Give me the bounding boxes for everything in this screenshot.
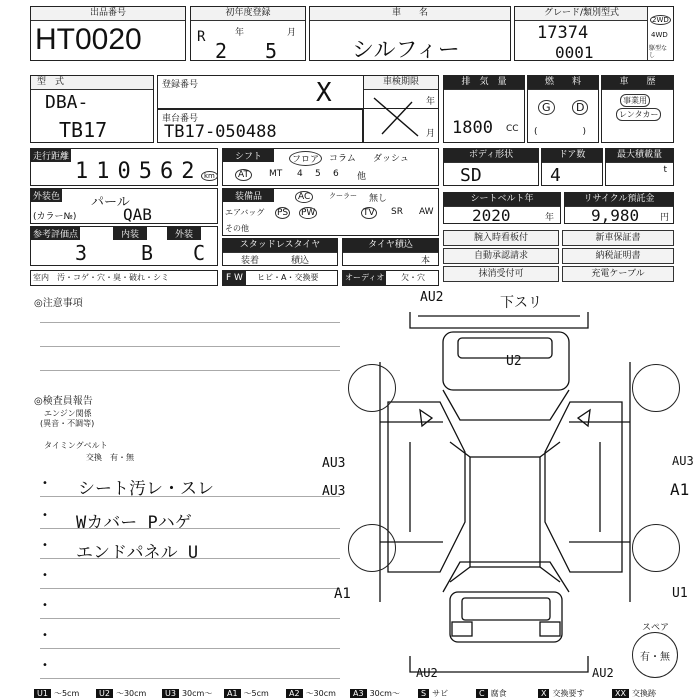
shift-6: 6 bbox=[333, 169, 339, 179]
model-line2: TB17 bbox=[59, 118, 108, 142]
month-unit: 月 bbox=[287, 28, 297, 38]
legend-a2: A2 〜30cm bbox=[286, 688, 336, 700]
equip-pw: PW bbox=[301, 208, 316, 218]
recycle-label: リサイクル預託金 bbox=[565, 193, 673, 207]
belt-unit: 年 bbox=[544, 213, 554, 223]
bullet: • bbox=[42, 510, 48, 521]
fuel-d: D bbox=[572, 100, 588, 115]
damage-mark-a1-left: A1 bbox=[334, 586, 351, 602]
shift-dash: ダッシュ bbox=[373, 154, 409, 164]
fw-label: F W bbox=[223, 271, 246, 285]
damage-mark-au3-right: AU3 bbox=[672, 454, 694, 468]
check-cancel: 抹消受付可 bbox=[443, 266, 559, 282]
chassis-value: TB17-050488 bbox=[164, 122, 277, 142]
interior-damage-text: 室内 汚・コゲ・穴・臭・破れ・シミ bbox=[33, 273, 169, 282]
grade-line1: 17374 bbox=[537, 23, 589, 43]
tire-box bbox=[342, 238, 439, 266]
model-line1: DBA- bbox=[45, 92, 89, 113]
tire-label: タイヤ積込 bbox=[343, 239, 438, 253]
equipment-box bbox=[222, 188, 439, 236]
studless-label: スタッドレスタイヤ bbox=[223, 239, 337, 253]
audio-box bbox=[342, 270, 439, 286]
body-value: SD bbox=[460, 165, 482, 186]
check-warranty: 新車保証書 bbox=[562, 230, 674, 246]
remark-line bbox=[40, 618, 340, 619]
equip-sr: SR bbox=[391, 207, 403, 217]
inspection-label: 車検期限 bbox=[364, 76, 438, 90]
studless-box bbox=[222, 238, 338, 266]
legend-c: C 腐食 bbox=[476, 688, 507, 700]
doors-box bbox=[541, 148, 603, 186]
history-label: 車 歴 bbox=[602, 76, 673, 90]
equip-other: その他 bbox=[225, 224, 249, 233]
bullet: • bbox=[42, 540, 48, 551]
fuel-label: 燃 料 bbox=[528, 76, 598, 90]
car-diagram bbox=[340, 292, 680, 682]
registration-label: 登録番号 bbox=[162, 80, 199, 90]
capacity-unit: t bbox=[663, 165, 667, 175]
remark-1: シート汚レ・スレ bbox=[78, 479, 214, 499]
first-registration-era: R bbox=[197, 29, 206, 45]
first-registration-year: 2 bbox=[215, 39, 228, 63]
score-box bbox=[30, 226, 218, 266]
mileage-unit: km bbox=[201, 171, 218, 181]
doors-label: ドア数 bbox=[542, 149, 602, 163]
interior-label: 内装 bbox=[113, 227, 147, 240]
interior-value: B bbox=[141, 241, 154, 265]
displacement-value: 1800 bbox=[452, 118, 493, 138]
body-box bbox=[443, 148, 539, 186]
displacement-box bbox=[443, 75, 525, 143]
history-rental: レンタカー bbox=[616, 108, 661, 121]
lot-number-value: HT0020 bbox=[35, 23, 142, 56]
remark-2: Wカバー Pハゲ bbox=[76, 513, 192, 533]
belt-value: 2020 bbox=[472, 206, 511, 225]
equip-cooler: クーラー bbox=[329, 192, 357, 200]
lot-number-label: 出品番号 bbox=[31, 7, 185, 21]
equip-airbag: エアバッグ bbox=[225, 208, 265, 217]
shift-5: 5 bbox=[315, 169, 321, 179]
bullet: • bbox=[42, 630, 48, 641]
shift-mt: MT bbox=[269, 169, 283, 179]
fuel-paren: ( ) bbox=[534, 127, 587, 137]
bullet: • bbox=[42, 600, 48, 611]
studless-fitted: 装着 bbox=[241, 256, 260, 266]
equipment-label: 装備品 bbox=[223, 189, 274, 202]
interior-damage-box bbox=[30, 270, 218, 286]
color-code-label: (カラー№) bbox=[33, 212, 77, 222]
wheel-front-left bbox=[348, 364, 396, 412]
shift-box bbox=[222, 148, 439, 186]
legend-u2: U2 〜30cm bbox=[96, 688, 146, 700]
recycle-value: 9,980 bbox=[591, 206, 640, 225]
shift-4: 4 bbox=[297, 169, 303, 179]
history-business: 事業用 bbox=[620, 94, 650, 107]
caution-line bbox=[40, 322, 340, 323]
studless-loaded: 積込 bbox=[291, 256, 310, 266]
remark-line bbox=[40, 496, 340, 497]
mileage-value: 110562 bbox=[75, 159, 203, 184]
bullet: • bbox=[42, 570, 48, 581]
grade-label: グレード/類別型式 bbox=[515, 7, 648, 21]
displacement-label: 排 気 量 bbox=[444, 76, 524, 90]
shift-at: AT bbox=[235, 169, 252, 181]
color-value: パール bbox=[91, 195, 130, 210]
first-registration-month: 5 bbox=[265, 39, 278, 63]
first-registration-box bbox=[190, 6, 306, 61]
diagram-top-label: 下スリ bbox=[500, 295, 542, 311]
tire-unit: 本 bbox=[420, 256, 430, 266]
damage-mark-au3-left-front: AU3 bbox=[322, 456, 346, 471]
legend-x: X 交換要す bbox=[538, 688, 584, 700]
remark-line bbox=[40, 678, 340, 679]
body-label: ボディ形状 bbox=[444, 149, 538, 163]
model-label: 型 式 bbox=[31, 76, 153, 90]
history-box bbox=[601, 75, 674, 143]
damage-mark-au2-front: AU2 bbox=[420, 290, 444, 305]
wheel-front-right bbox=[632, 364, 680, 412]
equip-tv: TV bbox=[363, 208, 375, 218]
engine-sub: (異音・不調等) bbox=[40, 419, 95, 428]
remark-3: エンドパネル U bbox=[76, 543, 199, 563]
inspection-month-unit: 月 bbox=[426, 129, 436, 139]
doors-value: 4 bbox=[550, 165, 561, 186]
shift-column: コラム bbox=[329, 154, 356, 164]
engine-label: エンジン関係 bbox=[44, 409, 92, 418]
registration-value: X bbox=[316, 78, 332, 108]
equip-none: 無し bbox=[369, 194, 388, 204]
caution-line bbox=[40, 370, 340, 371]
damage-mark-u2: U2 bbox=[506, 354, 522, 369]
bullet: • bbox=[42, 478, 48, 489]
spare-text: 有・無 bbox=[640, 652, 670, 663]
remark-line bbox=[40, 648, 340, 649]
legend-xx: XX 交換跡 bbox=[612, 688, 656, 700]
exterior-value: C bbox=[193, 241, 206, 265]
audio-label: オーディオ bbox=[343, 271, 386, 285]
inspection-box bbox=[363, 75, 439, 143]
timing-text: 交換 有・無 bbox=[86, 453, 134, 462]
model-box bbox=[30, 75, 154, 143]
remark-line bbox=[40, 588, 340, 589]
caution-line bbox=[40, 346, 340, 347]
fuel-box bbox=[527, 75, 599, 143]
shift-label: シフト bbox=[223, 149, 274, 162]
bullet: • bbox=[42, 660, 48, 671]
mileage-box bbox=[30, 148, 218, 186]
grade-box bbox=[514, 6, 674, 61]
inspection-cross-mark bbox=[368, 90, 428, 140]
drive-none: 駆型なし bbox=[649, 45, 668, 59]
color-box bbox=[30, 188, 218, 224]
recycle-box bbox=[564, 192, 674, 224]
audio-text: 欠・穴 bbox=[401, 273, 425, 282]
capacity-label: 最大積載量 bbox=[606, 149, 673, 163]
chassis-box bbox=[157, 109, 363, 143]
fw-text: ヒビ・A・交換要 bbox=[257, 273, 319, 282]
wheel-rear-left bbox=[348, 524, 396, 572]
wheel-rear-right bbox=[632, 524, 680, 572]
color-code: QAB bbox=[123, 205, 152, 224]
damage-mark-au2-rear-left: AU2 bbox=[416, 666, 438, 680]
damage-mark-au3-left-rear: AU3 bbox=[322, 484, 346, 499]
exterior-label: 外装 bbox=[167, 227, 201, 240]
shift-floor: フロア bbox=[289, 151, 322, 166]
remark-line bbox=[40, 558, 340, 559]
check-cable: 充電ケーブル bbox=[562, 266, 674, 282]
fuel-g: G bbox=[538, 100, 555, 115]
legend-u1: U1 〜5cm bbox=[34, 688, 79, 700]
equip-ps: PS bbox=[277, 208, 289, 218]
damage-mark-u1: U1 bbox=[672, 586, 688, 601]
legend-a3: A3 30cm〜 bbox=[350, 688, 400, 700]
car-name-box bbox=[309, 6, 511, 61]
score-label: 参考評価点 bbox=[31, 227, 80, 240]
check-signboard: 腕入時看板付 bbox=[443, 230, 559, 246]
inspector-title: ◎検査員報告 bbox=[34, 396, 93, 407]
legend-a1: A1 〜5cm bbox=[224, 688, 269, 700]
mileage-label: 走行距離 bbox=[31, 149, 71, 162]
check-tax-cert: 納税証明書 bbox=[562, 248, 674, 264]
fw-box bbox=[222, 270, 338, 286]
drive-4wd: 4WD bbox=[651, 31, 668, 39]
car-name-value: シルフィー bbox=[352, 38, 460, 63]
belt-box bbox=[443, 192, 561, 224]
damage-mark-a1-right: A1 bbox=[670, 480, 690, 499]
color-label: 外装色 bbox=[31, 189, 62, 202]
damage-mark-au2-rear-right: AU2 bbox=[592, 666, 614, 680]
inspection-year-unit: 年 bbox=[426, 97, 436, 107]
lot-number-box bbox=[30, 6, 186, 61]
car-name-label: 車 名 bbox=[310, 7, 510, 21]
legend-s: S サビ bbox=[418, 688, 448, 700]
chassis-label: 車台番号 bbox=[162, 114, 199, 124]
belt-label: シートベルト年 bbox=[444, 193, 560, 207]
capacity-box bbox=[605, 148, 674, 186]
caution-title: ◎注意事項 bbox=[34, 298, 83, 309]
spare-label: スペア bbox=[642, 623, 670, 633]
equip-ac: AC bbox=[295, 191, 313, 203]
score-value: 3 bbox=[75, 241, 88, 265]
recycle-unit: 円 bbox=[659, 213, 669, 223]
drive-2wd: 2WD bbox=[652, 16, 669, 24]
equip-aw: AW bbox=[419, 207, 434, 217]
cc-unit: CC bbox=[506, 124, 519, 134]
first-registration-label: 初年度登録 bbox=[191, 7, 305, 21]
remark-line bbox=[40, 528, 340, 529]
grade-line2: 0001 bbox=[555, 43, 594, 62]
legend-u3: U3 30cm〜 bbox=[162, 688, 212, 700]
year-unit: 年 bbox=[235, 28, 245, 38]
check-auto-approval: 自動承認請求 bbox=[443, 248, 559, 264]
timing-label: タイミングベルト bbox=[44, 441, 108, 450]
shift-other: 他 bbox=[357, 172, 367, 182]
